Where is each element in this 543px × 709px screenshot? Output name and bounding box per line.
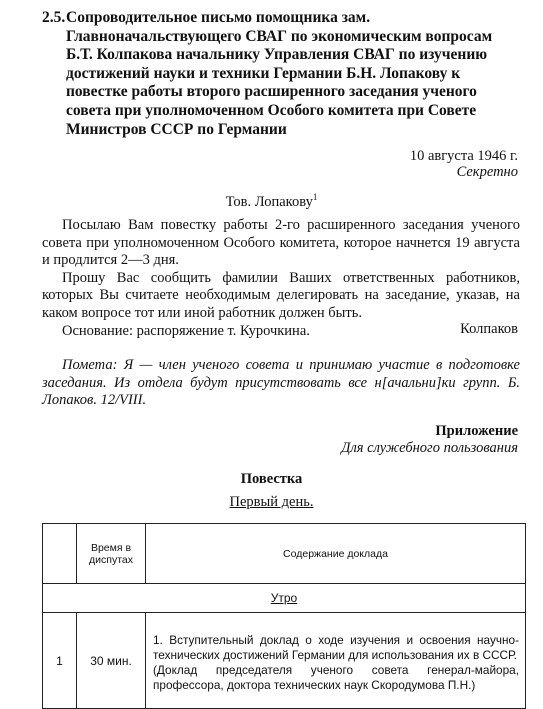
heading-line: повестке работы второго расширенного заседания ученого xyxy=(66,83,477,101)
heading-line: Б.Т. Колпакова начальнику Управления СВАГ по изучению xyxy=(66,46,488,64)
row-note: (Доклад председателя ученого совета генерал-майора, профессора, доктора технических наук Скородумова П.Н.) xyxy=(153,662,519,692)
appendix-title: Приложение xyxy=(435,423,518,439)
heading-line: достижений науки и техники Германии Б.Н. Лопакову к xyxy=(66,64,461,82)
table-header-row xyxy=(43,524,526,584)
header-cell-number xyxy=(43,524,77,584)
row-number: 1 xyxy=(43,613,77,709)
letter-date: 10 августа 1946 г. xyxy=(409,148,518,164)
section-cell xyxy=(43,584,526,613)
table-row xyxy=(43,613,526,709)
classification-mark: Секретно xyxy=(456,164,518,180)
letter-body xyxy=(42,217,520,340)
header-cell-time: Время в диспутах xyxy=(77,524,146,584)
heading-line: Сопроводительное письмо помощника зам. xyxy=(66,9,371,26)
row-text: 1. Вступительный доклад о ходе изучения и освоения научно-технических достижений Германии для использования их в СССР. xyxy=(153,632,519,662)
agenda-table xyxy=(42,523,526,709)
agenda-title: Повестка xyxy=(240,471,303,487)
paragraph: Основание: распоряжение т. Курочкина. xyxy=(62,322,310,339)
row-time: 30 мин. xyxy=(77,613,146,709)
handwritten-note: Помета: Я — член ученого совета и принимаю участие в подготовке заседания. Из отдела будут присутствовать все н[ачальни]ки групп. Б. Лопаков. 12/VIII. xyxy=(42,357,520,409)
document-heading xyxy=(42,9,520,139)
salutation-text: Тов. Лопакову xyxy=(225,193,313,210)
heading-line: Министров СССР по Германии xyxy=(66,120,287,138)
heading-line: Главноначальствующего СВАГ по экономическим вопросам xyxy=(66,27,493,45)
agenda-day: Первый день. xyxy=(229,494,314,510)
heading-line: совета при уполномоченном Особого комитета при Совете xyxy=(66,101,477,119)
footnote-marker: 1 xyxy=(312,192,318,202)
paragraph: Прошу Вас сообщить фамилии Ваших ответственных работников, которых Вы считаете необходимым делегировать на заседание, указав, на каком вопросе тот или иной работник должен быть. xyxy=(42,269,520,321)
row-content xyxy=(146,613,526,709)
appendix-subtitle: Для служебного пользования xyxy=(341,440,518,456)
table-section-row xyxy=(43,584,526,613)
section-number: 2.5. xyxy=(42,9,66,26)
paragraph: Посылаю Вам повестку работы 2-го расширенного заседания ученого совета при уполномоченном Особого комитета, которое начнется 19 августа и продлится 2—3 дня. xyxy=(42,217,520,269)
signature: Колпаков xyxy=(460,321,518,337)
section-label: Утро xyxy=(270,591,298,605)
header-cell-content: Содержание доклада xyxy=(146,524,526,584)
salutation xyxy=(0,192,543,211)
